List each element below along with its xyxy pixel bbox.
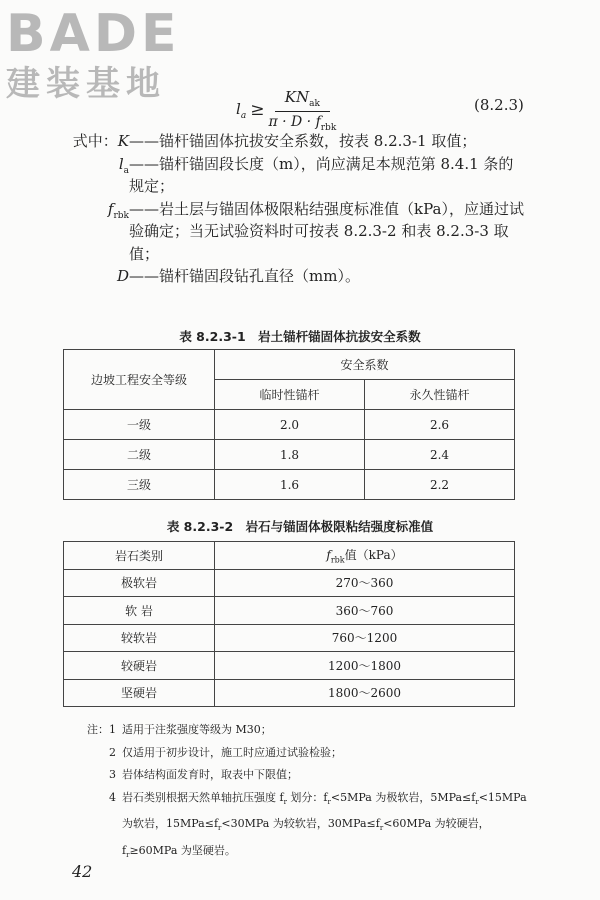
definition-frbk: $f_{rbk}$ ——岩土层与锚固体极限粘结强度标准值（kPa），应通过试验确定；当无试验资料时可按表 8.2.3-2 和表 8.2.3-3 取值； [107, 199, 524, 263]
bond-strength-table [63, 541, 515, 707]
definition-D: D ——锚杆锚固段钻孔直径（mm）。 [116, 267, 360, 285]
note-2: 2 仅适用于初步设计，施工时应通过试验检验； [109, 745, 342, 759]
definition-K: 式中：K ——锚杆锚固体抗拔安全系数，按表 8.2.3-1 取值； [72, 132, 477, 150]
logo-brand: BADE [6, 4, 181, 64]
table-row: 二级 1.8 2.4 [64, 440, 515, 470]
table2-caption: 表 8.2.3-2 岩石与锚固体极限粘结强度标准值 [166, 519, 434, 534]
table1-caption: 表 8.2.3-1 岩土锚杆锚固体抗拔安全系数 [179, 329, 421, 344]
equation [236, 88, 336, 133]
equation-fraction [268, 88, 336, 133]
header-rock-type: 岩石类别 [64, 542, 215, 570]
table-row: 一级 2.0 2.6 [64, 410, 515, 440]
header-temporary: 临时性锚杆 [215, 380, 365, 410]
page-number: 42 [72, 862, 93, 881]
table-notes [62, 719, 532, 867]
table-row: 较硬岩 1200～1800 [64, 652, 515, 680]
equation-lhs: $l_a$ [236, 99, 247, 121]
note-3: 3 岩体结构面发育时，取表中下限值； [109, 768, 298, 781]
note-1: 注：1 适用于注浆强度等级为 M30； [87, 723, 272, 736]
table-row: 坚硬岩 1800～2600 [64, 679, 515, 707]
equation-numerator: $KN_{ak}$ [275, 88, 330, 112]
note-4: 4 岩石类别根据天然单轴抗压强度 $f_r$ 划分：$f_r<5MPa$ 为极软岩，$5MPa\le f_r<15MPa$ 为软岩，$15MPa\le f_r<30MPa$ 为较软岩，$30MPa\le f_r<60MPa$ 为较硬岩，$f_r\ge 60MPa$ 为坚硬岩。 [109, 790, 527, 860]
logo [6, 4, 181, 104]
equation-relation: ≥ [250, 100, 265, 121]
header-bond-value: $f_{rbk}$值（kPa） [215, 542, 515, 570]
header-factor: 安全系数 [215, 350, 515, 380]
definition-la: $l_a$ ——锚杆锚固段长度（m），尚应满足本规范第 8.4.1 条的规定； [118, 154, 514, 195]
header-grade: 边坡工程安全等级 [64, 350, 215, 410]
table-row: 软 岩 360～760 [64, 597, 515, 625]
table-row: 三级 1.6 2.2 [64, 470, 515, 500]
header-permanent: 永久性锚杆 [365, 380, 515, 410]
table-row: 较软岩 760～1200 [64, 624, 515, 652]
table-row: 极软岩 270～360 [64, 569, 515, 597]
equation-denominator: $\pi \cdot D \cdot f_{rbk}$ [268, 114, 337, 133]
symbol-definitions [66, 130, 526, 288]
equation-number: (8.2.3) [474, 96, 524, 114]
logo-subtitle: 建装基地 [6, 64, 166, 104]
safety-factor-table [63, 349, 515, 500]
